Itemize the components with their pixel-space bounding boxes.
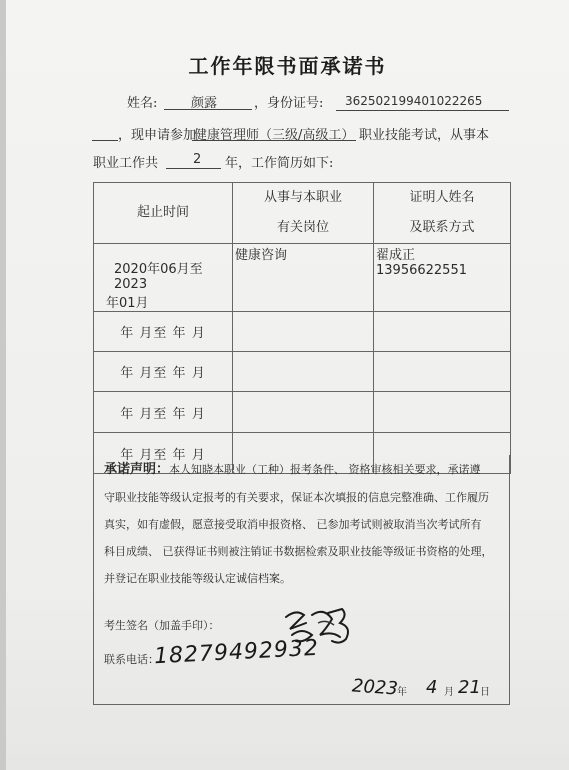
exam-prefix: ，现申请参加 <box>118 128 197 143</box>
declaration-line5: 并登记在职业技能等级认定诚信档案。 <box>104 572 291 585</box>
declaration-line2: 守职业技能等级认定报考的有关要求，保证本次填报的信息完整准确、工作履历 <box>104 491 489 504</box>
table-row <box>94 352 511 392</box>
date-month: 4 <box>426 677 438 698</box>
witness-cell: 翟成正 13956622551 <box>374 244 511 312</box>
exam-underline <box>192 140 356 141</box>
name-label: 姓名: <box>127 96 158 111</box>
date-year: 2023 <box>351 675 399 700</box>
declaration-box <box>93 455 510 705</box>
table-header-row <box>94 183 511 244</box>
date-day: 21 <box>458 677 481 698</box>
period-cell: 年 月至 年 月 <box>94 312 233 352</box>
id-label: ，身份证号: <box>254 96 324 111</box>
name-underline <box>164 109 252 110</box>
table-row <box>94 244 511 312</box>
position-cell <box>233 352 374 392</box>
header-period: 起止时间 <box>94 183 233 244</box>
position-cell: 健康咨询 <box>233 244 374 312</box>
id-value: 362502199401022265 <box>345 94 483 108</box>
phone-label: 联系电话： <box>104 653 159 666</box>
document-title: 工作年限书面承诺书 <box>188 54 387 78</box>
id-underline <box>336 110 509 111</box>
table-row <box>94 312 511 352</box>
witness-cell <box>374 392 511 433</box>
date-year-char: 年 <box>397 687 407 698</box>
table-row <box>94 392 511 433</box>
position-cell <box>233 392 374 433</box>
years-prefix: 职业工作共 <box>93 156 159 171</box>
date-month-char: 月 <box>444 687 454 698</box>
position-cell <box>233 312 374 352</box>
witness-cell <box>374 352 511 392</box>
declaration-heading: 承诺声明： <box>104 462 170 477</box>
exam-suffix: 职业技能考试，从事本 <box>359 128 490 143</box>
phone-value: 18279492932 <box>153 635 320 670</box>
work-history-table <box>93 182 511 474</box>
name-value: 颜露 <box>191 96 218 111</box>
signature-label: 考生签名（加盖手印）： <box>104 619 220 632</box>
document-page <box>6 0 569 770</box>
blank-underline <box>92 140 118 141</box>
header-position: 从事与本职业 有关岗位 <box>233 183 374 244</box>
witness-cell <box>374 312 511 352</box>
declaration-line4: 科目成绩、 已获得证书则被注销证书数据检索及职业技能等级证书资格的处理， <box>104 545 493 558</box>
exam-value: 健康管理师（三级/高级工） <box>194 128 355 143</box>
period-cell: 年 月至 年 月 <box>94 392 233 433</box>
declaration-line3: 真实，如有虚假，愿意接受取消申报资格、 已参加考试则被取消当次考试所有 <box>104 518 482 531</box>
years-suffix: 年，工作简历如下: <box>225 156 334 171</box>
years-underline <box>166 168 221 169</box>
period-cell: 2020年06月至2023 年01月 <box>94 244 233 312</box>
years-value: 2 <box>193 152 202 167</box>
period-cell: 年 月至 年 月 <box>94 352 233 392</box>
date-day-char: 日 <box>480 687 490 698</box>
period-cell: 年 月至 年 月 <box>94 433 233 474</box>
header-witness: 证明人姓名 及联系方式 <box>374 183 511 244</box>
declaration-line1: 承诺声明：本人知晓本职业（工种）报考条件、 资格审核相关要求，承诺遵 <box>104 462 481 477</box>
